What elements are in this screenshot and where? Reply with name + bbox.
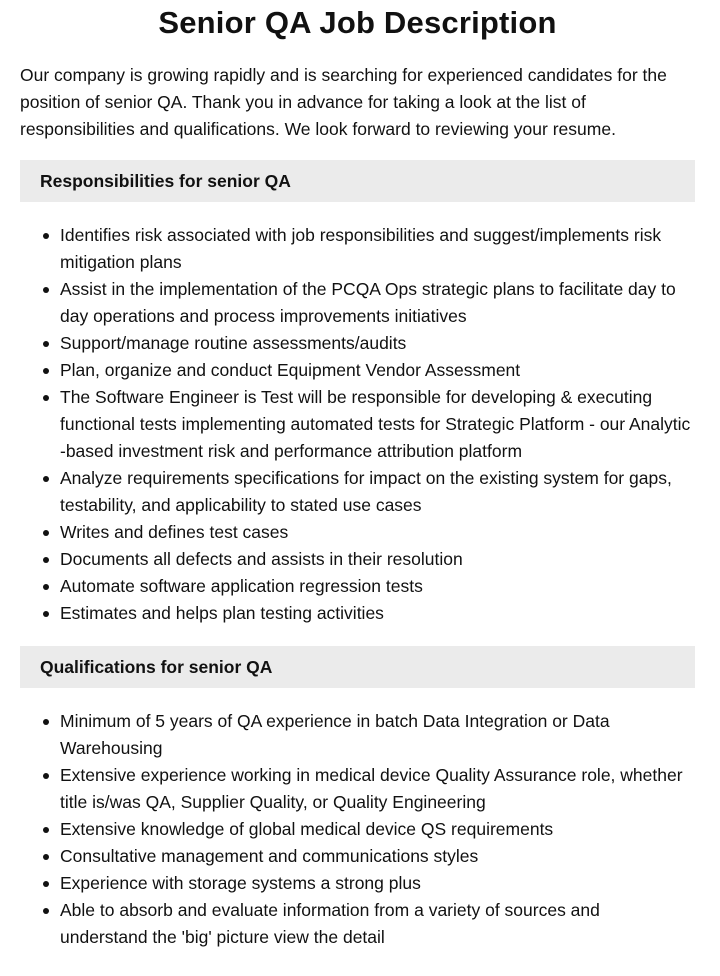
list-item: Writes and defines test cases bbox=[60, 519, 695, 546]
list-item: Estimates and helps plan testing activities bbox=[60, 600, 695, 627]
intro-paragraph: Our company is growing rapidly and is searching for experienced candidates for the position of senior QA. Thank you in advance for taking a look at the list of responsibilities and qualifications. We look forward to reviewing your resume. bbox=[20, 65, 667, 139]
page-title: Senior QA Job Description bbox=[158, 5, 557, 40]
list-item: Support/manage routine assessments/audits bbox=[60, 330, 695, 357]
list-item: Analyze requirements specifications for impact on the existing system for gaps, testability, and applicability to stated use cases bbox=[60, 465, 695, 519]
list-item: Plan, organize and conduct Equipment Vendor Assessment bbox=[60, 357, 695, 384]
responsibilities-list bbox=[20, 222, 695, 627]
list-item: Automate software application regression tests bbox=[60, 573, 695, 600]
qualifications-heading: Qualifications for senior QA bbox=[20, 646, 695, 688]
list-item: Extensive knowledge of global medical device QS requirements bbox=[60, 816, 695, 843]
list-item: Experience with storage systems a strong plus bbox=[60, 870, 695, 897]
list-item: Documents all defects and assists in their resolution bbox=[60, 546, 695, 573]
qualifications-list bbox=[20, 708, 695, 951]
list-item: Minimum of 5 years of QA experience in batch Data Integration or Data Warehousing bbox=[60, 708, 695, 762]
responsibilities-heading: Responsibilities for senior QA bbox=[20, 160, 695, 202]
list-item: Extensive experience working in medical device Quality Assurance role, whether title is/was QA, Supplier Quality, or Quality Engineering bbox=[60, 762, 695, 816]
list-item: Assist in the implementation of the PCQA Ops strategic plans to facilitate day to day operations and process improvements initiatives bbox=[60, 276, 695, 330]
list-item: Consultative management and communications styles bbox=[60, 843, 695, 870]
list-item: Identifies risk associated with job responsibilities and suggest/implements risk mitigation plans bbox=[60, 222, 695, 276]
list-item: The Software Engineer is Test will be responsible for developing & executing functional tests implementing automated tests for Strategic Platform - our Analytic -based investment risk and performance attribution platform bbox=[60, 384, 695, 465]
list-item: Able to absorb and evaluate information from a variety of sources and understand the 'big' picture view the detail bbox=[60, 897, 695, 951]
